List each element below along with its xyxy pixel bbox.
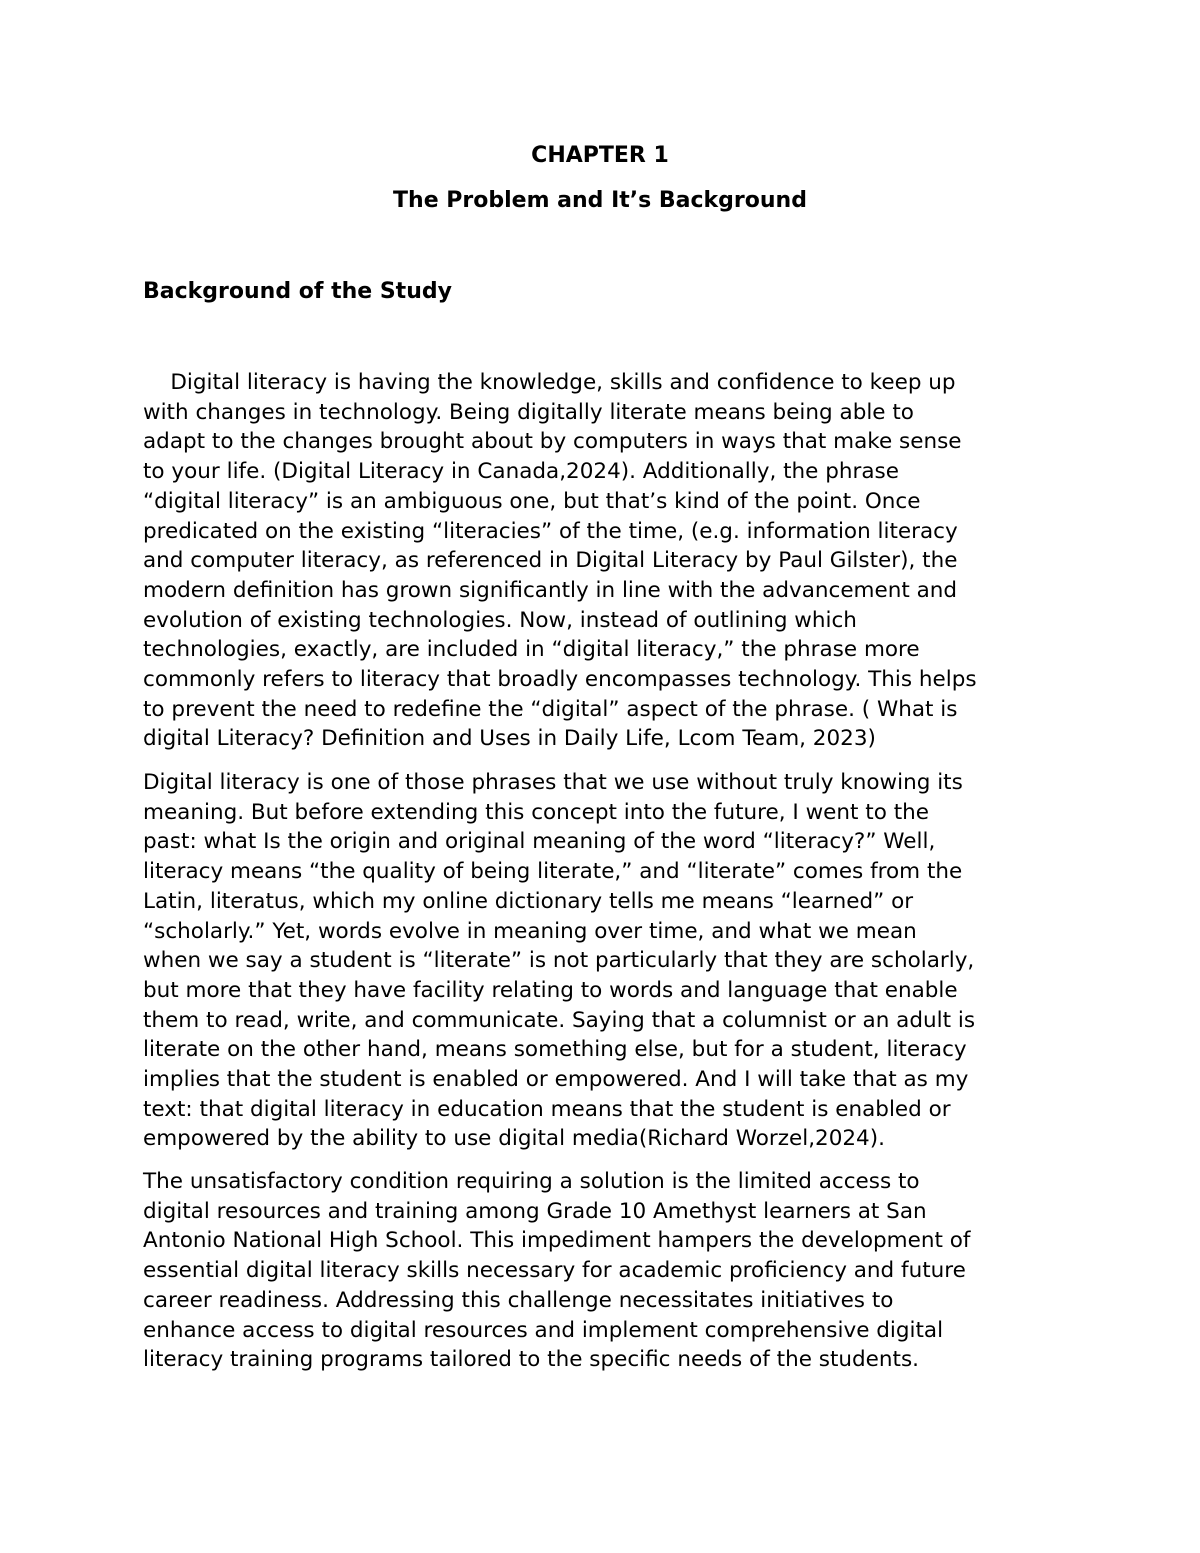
paragraph-line: The unsatisfactory condition requiring a solution is the limited access to bbox=[143, 1169, 920, 1194]
paragraph-line: Antonio National High School. This impediment hampers the development of bbox=[143, 1228, 971, 1254]
paragraph-line: but more that they have facility relating to words and language that enable bbox=[143, 977, 958, 1003]
paragraph-2 bbox=[143, 768, 1059, 1154]
paragraph-line: technologies, exactly, are included in “digital literacy,” the phrase more bbox=[143, 637, 920, 663]
chapter-title: The Problem and It’s Background bbox=[393, 188, 807, 213]
paragraph-line: Digital literacy is having the knowledge, skills and confidence to keep up bbox=[143, 370, 956, 395]
paragraph-line: literate on the other hand, means something else, but for a student, literacy bbox=[143, 1037, 967, 1063]
paragraph-line: commonly refers to literacy that broadly encompasses technology. This helps bbox=[143, 667, 977, 693]
paragraph-line: when we say a student is “literate” is not particularly that they are scholarly, bbox=[143, 948, 975, 974]
section-heading: Background of the Study bbox=[143, 279, 452, 304]
paragraph-line: career readiness. Addressing this challenge necessitates initiatives to bbox=[143, 1287, 894, 1313]
paragraph-line: digital resources and training among Grade 10 Amethyst learners at San bbox=[143, 1198, 927, 1224]
paragraph-line: literacy training programs tailored to the specific needs of the students. bbox=[143, 1347, 919, 1373]
paragraph-line: with changes in technology. Being digitally literate means being able to bbox=[143, 399, 914, 425]
paragraph-1 bbox=[143, 368, 1059, 754]
paragraph-line: predicated on the existing “literacies” of the time, (e.g. information literacy bbox=[143, 518, 958, 544]
paragraph-line: and computer literacy, as referenced in Digital Literacy by Paul Gilster), the bbox=[143, 548, 958, 574]
chapter-heading: CHAPTER 1 bbox=[531, 143, 669, 168]
paragraph-line: enhance access to digital resources and implement comprehensive digital bbox=[143, 1317, 944, 1343]
paragraph-line: evolution of existing technologies. Now, instead of outlining which bbox=[143, 607, 857, 633]
paragraph-3 bbox=[143, 1167, 1059, 1375]
paragraph-line: to your life. (Digital Literacy in Canada,2024). Additionally, the phrase bbox=[143, 459, 899, 485]
paragraph-line: meaning. But before extending this concept into the future, I went to the bbox=[143, 799, 929, 825]
paragraph-line: digital Literacy? Definition and Uses in Daily Life, Lcom Team, 2023) bbox=[143, 726, 876, 752]
paragraph-line: Latin, literatus, which my online dictionary tells me means “learned” or bbox=[143, 888, 914, 914]
paragraph-line: empowered by the ability to use digital media(Richard Worzel,2024). bbox=[143, 1126, 885, 1152]
paragraph-line: essential digital literacy skills necessary for academic proficiency and future bbox=[143, 1258, 966, 1284]
paragraph-line: “scholarly.” Yet, words evolve in meaning over time, and what we mean bbox=[143, 918, 917, 944]
paragraph-line: modern definition has grown significantly in line with the advancement and bbox=[143, 577, 958, 603]
paragraph-line: adapt to the changes brought about by computers in ways that make sense bbox=[143, 429, 962, 455]
paragraph-line: them to read, write, and communicate. Saying that a columnist or an adult is bbox=[143, 1007, 976, 1033]
paragraph-line: implies that the student is enabled or empowered. And I will take that as my bbox=[143, 1067, 969, 1093]
paragraph-line: to prevent the need to redefine the “digital” aspect of the phrase. ( What is bbox=[143, 696, 958, 722]
paragraph-line: past: what Is the origin and original meaning of the word “literacy?” Well, bbox=[143, 829, 936, 855]
paragraph-line: Digital literacy is one of those phrases that we use without truly knowing its bbox=[143, 770, 963, 795]
paragraph-line: “digital literacy” is an ambiguous one, but that’s kind of the point. Once bbox=[143, 488, 921, 514]
paragraph-line: text: that digital literacy in education means that the student is enabled or bbox=[143, 1096, 951, 1122]
paragraph-line: literacy means “the quality of being literate,” and “literate” comes from the bbox=[143, 859, 963, 885]
